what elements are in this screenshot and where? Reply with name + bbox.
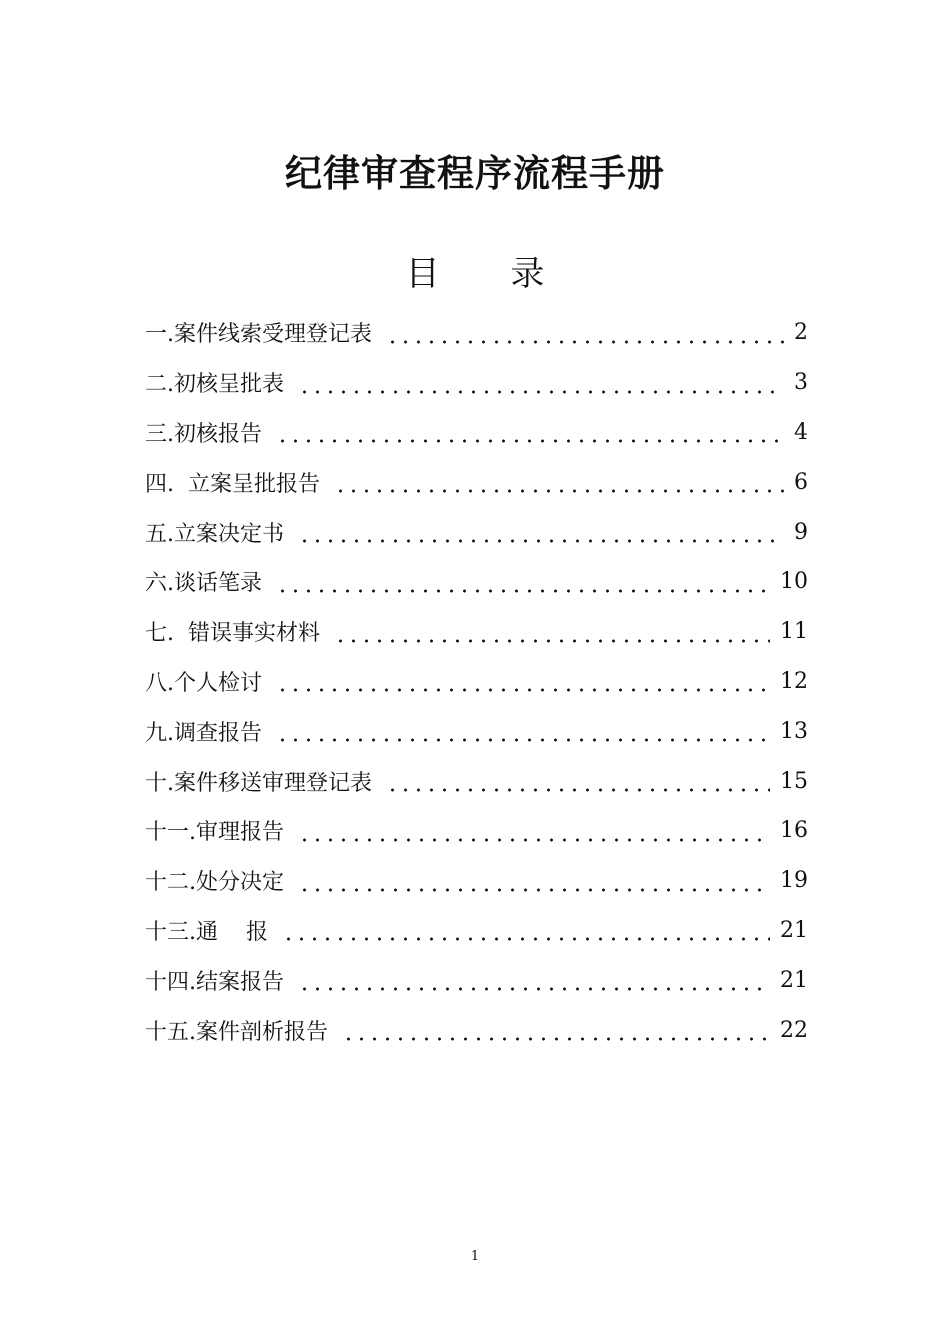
toc-entry-label: 二.初核呈批表 bbox=[145, 372, 284, 398]
toc-entry[interactable] bbox=[145, 557, 808, 607]
toc-entry[interactable] bbox=[145, 408, 808, 458]
toc-entry-page: 3 bbox=[794, 370, 808, 396]
toc-entry-page: 16 bbox=[780, 818, 808, 844]
toc-entry[interactable] bbox=[145, 507, 808, 557]
toc-entry[interactable] bbox=[145, 856, 808, 906]
toc-entry-page: 15 bbox=[780, 768, 808, 794]
dot-leader bbox=[276, 668, 770, 694]
toc-entry-page: 21 bbox=[780, 967, 808, 993]
toc-entry[interactable] bbox=[145, 906, 808, 956]
toc-entry-label: 三.初核报告 bbox=[145, 421, 262, 447]
toc-entry-label: 七. 错误事实材料 bbox=[145, 621, 320, 647]
toc-entry-label: 六.谈话笔录 bbox=[145, 571, 262, 597]
toc-entry-page: 19 bbox=[780, 868, 808, 894]
toc-entry[interactable] bbox=[145, 955, 808, 1005]
dot-leader bbox=[334, 469, 784, 495]
toc-entry-page: 12 bbox=[780, 668, 808, 694]
toc-entry-page: 11 bbox=[780, 619, 808, 645]
toc-entry-label: 八.个人检讨 bbox=[145, 670, 262, 696]
toc-entry-label: 十二.处分决定 bbox=[145, 870, 284, 896]
dot-leader bbox=[298, 818, 770, 844]
toc-entry-label: 四. 立案呈批报告 bbox=[145, 471, 320, 497]
toc-entry[interactable] bbox=[145, 358, 808, 408]
toc-entry[interactable] bbox=[145, 806, 808, 856]
dot-leader bbox=[334, 619, 770, 645]
toc-entry-page: 6 bbox=[794, 469, 808, 495]
page-number: 1 bbox=[470, 1249, 480, 1264]
toc-heading: 目 录 bbox=[405, 254, 575, 294]
dot-leader bbox=[276, 419, 784, 445]
toc-entry-label: 一.案件线索受理登记表 bbox=[145, 322, 372, 348]
dot-leader bbox=[282, 917, 770, 943]
toc-entry[interactable] bbox=[145, 756, 808, 806]
toc-entry-page: 13 bbox=[780, 718, 808, 744]
toc-entry-page: 10 bbox=[780, 569, 808, 595]
toc-entry-label: 十四.结案报告 bbox=[145, 969, 284, 995]
toc-entry-page: 22 bbox=[780, 1017, 808, 1043]
dot-leader bbox=[298, 868, 770, 894]
toc-entry-page: 2 bbox=[794, 320, 808, 346]
dot-leader bbox=[386, 768, 770, 794]
dot-leader bbox=[298, 967, 770, 993]
toc-entry[interactable] bbox=[145, 657, 808, 707]
toc-entry-page: 4 bbox=[794, 419, 808, 445]
dot-leader bbox=[276, 569, 770, 595]
dot-leader bbox=[386, 320, 784, 346]
toc-entry[interactable] bbox=[145, 607, 808, 657]
toc-entry[interactable] bbox=[145, 1005, 808, 1055]
document-title: 纪律审查程序流程手册 bbox=[285, 152, 665, 195]
toc-entry[interactable] bbox=[145, 457, 808, 507]
toc-entry-label: 五.立案决定书 bbox=[145, 521, 284, 547]
toc-entry-page: 21 bbox=[780, 917, 808, 943]
dot-leader bbox=[342, 1017, 770, 1043]
dot-leader bbox=[298, 519, 784, 545]
table-of-contents bbox=[145, 308, 808, 1055]
toc-entry[interactable] bbox=[145, 308, 808, 358]
dot-leader bbox=[276, 718, 770, 744]
toc-entry-label: 十三.通 报 bbox=[145, 919, 268, 945]
dot-leader bbox=[298, 370, 784, 396]
toc-entry-label: 十.案件移送审理登记表 bbox=[145, 770, 372, 796]
toc-entry-label: 十一.审理报告 bbox=[145, 820, 284, 846]
toc-entry[interactable] bbox=[145, 706, 808, 756]
toc-entry-label: 十五.案件剖析报告 bbox=[145, 1019, 328, 1045]
toc-entry-page: 9 bbox=[794, 519, 808, 545]
toc-entry-label: 九.调查报告 bbox=[145, 720, 262, 746]
